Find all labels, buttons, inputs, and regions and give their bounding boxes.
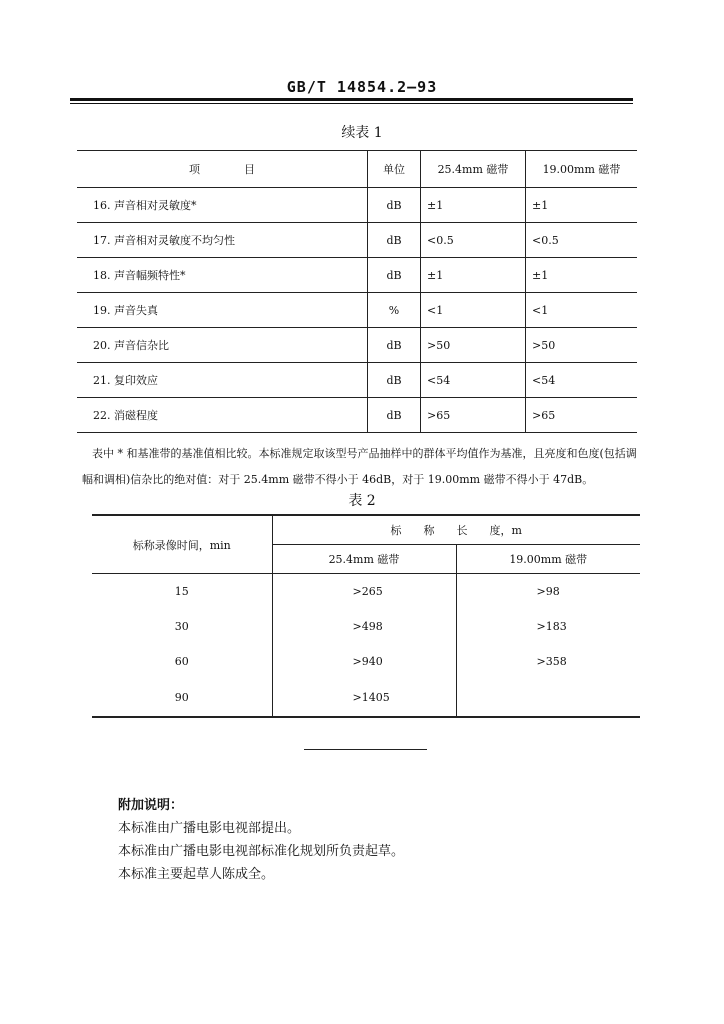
- table-row: [77, 398, 637, 433]
- row-value-b: <1: [526, 293, 638, 328]
- row-item: 18. 声音幅频特性*: [77, 258, 368, 293]
- table1-header-col-a: 25.4mm 磁带: [421, 151, 526, 188]
- table2-header-col-b: 19.00mm 磁带: [456, 545, 640, 574]
- row-unit: dB: [368, 223, 421, 258]
- row-unit: dB: [368, 188, 421, 223]
- row-unit: dB: [368, 398, 421, 433]
- row-value-a: >50: [421, 328, 526, 363]
- row-value-b: >358: [536, 655, 567, 668]
- end-rule: [304, 749, 427, 750]
- additional-note-line: 本标准主要起草人陈成全。: [118, 867, 275, 882]
- footnote-line-2: 幅和调相)信杂比的绝对值：对于 25.4mm 磁带不得小于 46dB，对于 19.00mm 磁带不得小于 47dB。: [82, 473, 594, 486]
- row-item: 17. 声音相对灵敏度不均匀性: [77, 223, 368, 258]
- table-row: [77, 258, 637, 293]
- row-value-b: <54: [526, 363, 638, 398]
- row-time: 90: [92, 679, 272, 717]
- additional-note-line: 本标准由广播电影电视部标准化规划所负责起草。: [118, 844, 405, 859]
- table1-caption: 续表 1: [341, 125, 383, 141]
- header-rule-thick: [70, 98, 633, 101]
- row-item: 21. 复印效应: [77, 363, 368, 398]
- row-unit: %: [368, 293, 421, 328]
- row-time: 30: [92, 609, 272, 644]
- row-value-b: ±1: [526, 258, 638, 293]
- additional-notes-title: 附加说明：: [118, 798, 184, 813]
- table-row: [77, 188, 637, 223]
- row-value-a: <54: [421, 363, 526, 398]
- table-row: [77, 223, 637, 258]
- row-value-b: >65: [526, 398, 638, 433]
- table-row: [92, 679, 640, 717]
- row-value-b: >183: [536, 620, 567, 633]
- row-time: 60: [92, 644, 272, 679]
- row-value-a: >65: [421, 398, 526, 433]
- table-row: [92, 644, 640, 679]
- row-value-b: <0.5: [526, 223, 638, 258]
- row-unit: dB: [368, 258, 421, 293]
- table1-header-item: 项 目: [77, 151, 368, 188]
- row-value-a: ±1: [421, 258, 526, 293]
- table1: [77, 150, 637, 433]
- row-item: 20. 声音信杂比: [77, 328, 368, 363]
- row-value-b: [456, 679, 640, 717]
- table2-header-time: 标称录像时间，min: [92, 515, 272, 574]
- row-value-b: >50: [526, 328, 638, 363]
- row-value-a: >940: [272, 644, 456, 679]
- additional-note-line: 本标准由广播电影电视部提出。: [118, 821, 301, 836]
- row-item: 16. 声音相对灵敏度*: [77, 188, 368, 223]
- table2: [92, 514, 640, 718]
- additional-notes: [118, 794, 404, 886]
- table1-footnote: [82, 441, 647, 493]
- row-value-a: >498: [272, 609, 456, 644]
- row-item: 22. 消磁程度: [77, 398, 368, 433]
- row-value-a: <0.5: [421, 223, 526, 258]
- row-value-b: >98: [536, 585, 560, 598]
- table2-caption: 表 2: [348, 493, 376, 509]
- table-row: [92, 609, 640, 644]
- table1-header-unit: 单位: [368, 151, 421, 188]
- footnote-line-1: 表中 * 和基准带的基准值相比较。本标准规定取该型号产品抽样中的群体平均值作为基准，且亮度和色度(包括调: [92, 447, 637, 460]
- row-value-a: ±1: [421, 188, 526, 223]
- table-row: [77, 293, 637, 328]
- row-unit: dB: [368, 328, 421, 363]
- header-rule-thin: [70, 103, 633, 104]
- row-value-a: >1405: [272, 679, 456, 717]
- table-row: [92, 574, 640, 610]
- table1-header-col-b: 19.00mm 磁带: [526, 151, 638, 188]
- table-row: [77, 328, 637, 363]
- standard-code: GB/T 14854.2—93: [286, 78, 438, 96]
- row-item: 19. 声音失真: [77, 293, 368, 328]
- row-value-b: ±1: [526, 188, 638, 223]
- row-unit: dB: [368, 363, 421, 398]
- table2-header-length: 标 称 长 度，m: [272, 515, 640, 545]
- table1-header-row: [77, 151, 637, 188]
- row-value-a: >265: [272, 574, 456, 610]
- row-time: 15: [92, 574, 272, 610]
- table-row: [77, 363, 637, 398]
- table2-header-col-a: 25.4mm 磁带: [272, 545, 456, 574]
- row-value-a: <1: [421, 293, 526, 328]
